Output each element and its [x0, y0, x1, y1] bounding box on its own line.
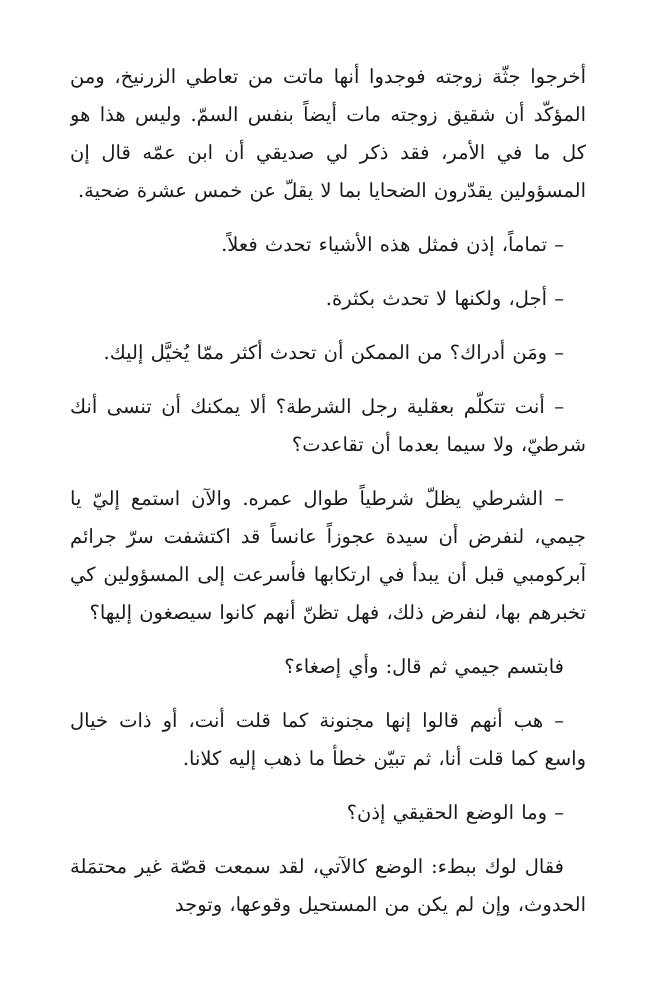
paragraph: – ومَن أدراك؟ من الممكن أن تحدث أكثر ممّا يُخيَّل إليك.	[103, 341, 564, 364]
paragraph: – أجل، ولكنها لا تحدث بكثرة.	[325, 287, 564, 310]
paragraph: فابتسم جيمي ثم قال: وأي إصغاء؟	[284, 655, 564, 678]
paragraph: – تماماً، إذن فمثل هذه الأشياء تحدث فعلاً.	[221, 233, 564, 256]
paragraph: أخرجوا جثّة زوجته فوجدوا أنها ماتت من تعاطي الزرنيخ، ومن المؤكّد أن شقيق زوجته مات أيضاً بنفس السمّ. وليس هذا هو كل ما في الأمر، فقد ذكر لي صديقي أن ابن عمّه قال إن المسؤولين يقدّرون الضحايا بما لا يقلّ عن خمس عشرة ضحية.	[70, 65, 586, 202]
paragraph: – هب أنهم قالوا إنها مجنونة كما قلت أنت، أو ذات خيال واسع كما قلت أنا، ثم تبيّن خطأ ما ذهب إليه كلانا.	[70, 709, 586, 770]
book-page	[70, 58, 586, 998]
paragraph: فقال لوك ببطء: الوضع كالآتي، لقد سمعت قصّة غير محتمَلة الحدوث، وإن لم يكن من المستحيل وقوعها، وتوجد	[70, 855, 586, 916]
paragraph: – أنت تتكلّم بعقلية رجل الشرطة؟ ألا يمكنك أن تنسى أنك شرطيّ، ولا سيما بعدما أن تقاعدت؟	[70, 395, 586, 456]
paragraph: – وما الوضع الحقيقي إذن؟	[346, 801, 564, 824]
paragraph: – الشرطي يظلّ شرطياً طوال عمره. والآن استمع إليّ يا جيمي، لنفرض أن سيدة عجوزاً عانساً قد اكتشفت سرّ جرائم آبركومبي قبل أن يبدأ في ارتكابها فأسرعت إلى المسؤولين كي تخبرهم بها، لنفرض ذلك، فهل تظنّ أنهم كانوا سيصغون إليها؟	[70, 487, 586, 624]
